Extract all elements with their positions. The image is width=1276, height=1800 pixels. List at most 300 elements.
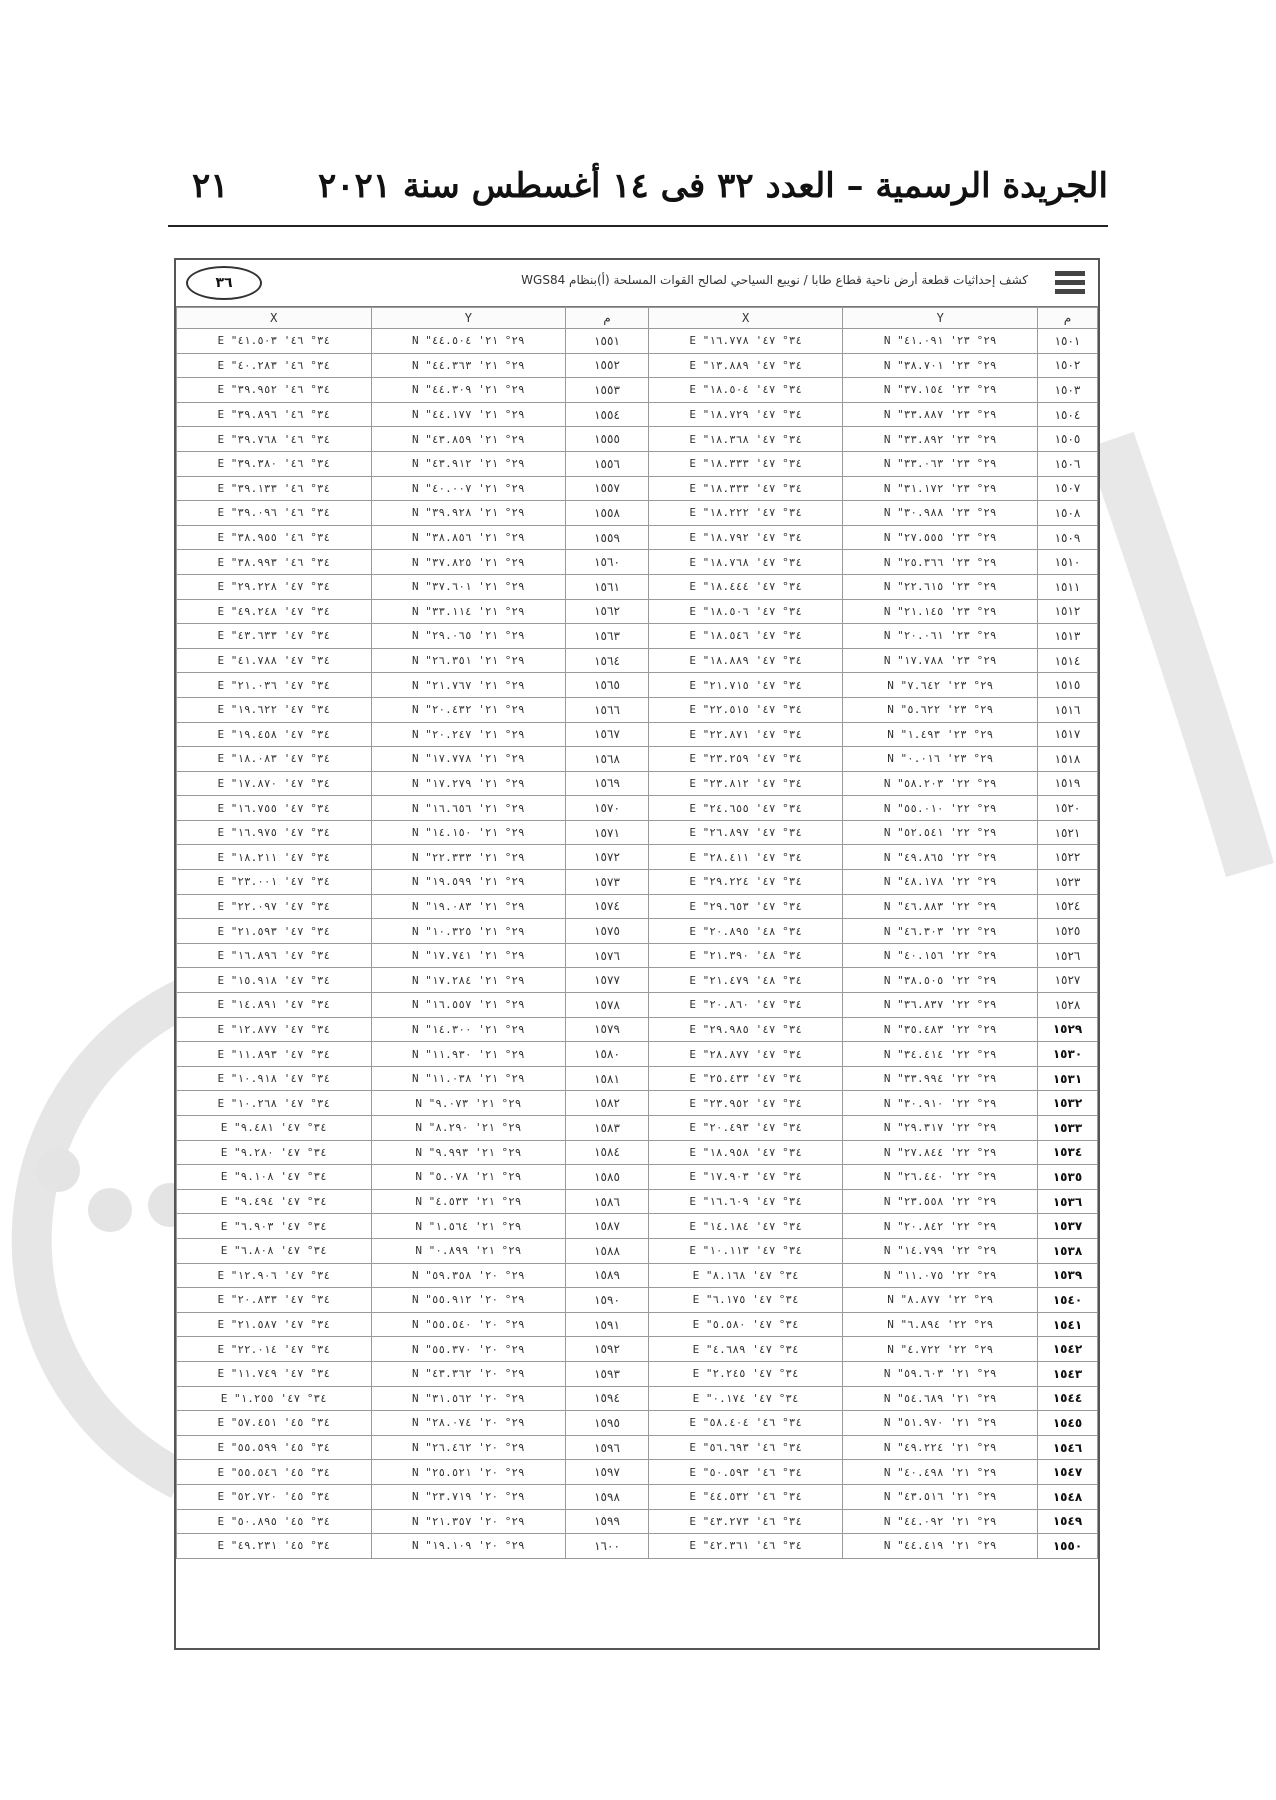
longitude-cell: ٣٤° ٤٦' ٤١.٥٠٣" E	[177, 329, 372, 354]
latitude-cell: ٢٩° ٢١' ٤٤.٤١٩" N	[843, 1534, 1038, 1559]
table-row	[177, 993, 1098, 1018]
table-row	[177, 501, 1098, 526]
point-number: ١٥٨٦	[566, 1189, 649, 1214]
point-number: ١٥٩٨	[566, 1484, 649, 1509]
point-number: ١٥٣٢	[1037, 1091, 1097, 1116]
table-row	[177, 1484, 1098, 1509]
longitude-cell: ٣٤° ٤٧' ١١.٨٩٣" E	[177, 1042, 372, 1067]
latitude-cell: ٢٩° ٢١' ٤.٥٣٣" N	[371, 1189, 566, 1214]
longitude-cell: ٣٤° ٤٧' ١٥.٩١٨" E	[177, 968, 372, 993]
point-number: ١٥٨٨	[566, 1238, 649, 1263]
latitude-cell: ٢٩° ٢٣' ٧.٦٤٢" N	[843, 673, 1038, 698]
longitude-cell: ٣٤° ٤٦' ٣٩.١٣٣" E	[177, 476, 372, 501]
longitude-cell: ٣٤° ٤٧' ١٨.٢٢٢" E	[648, 501, 843, 526]
point-number: ١٥٠٧	[1037, 476, 1097, 501]
point-number: ١٥٣٥	[1037, 1165, 1097, 1190]
point-number: ١٥١٨	[1037, 747, 1097, 772]
point-number: ١٥٣٣	[1037, 1116, 1097, 1141]
latitude-cell: ٢٩° ٢١' ١٩.٠٨٣" N	[371, 894, 566, 919]
longitude-cell: ٣٤° ٤٧' ١٨.٧٢٩" E	[648, 402, 843, 427]
point-number: ١٥٤٢	[1037, 1337, 1097, 1362]
latitude-cell: ٢٩° ٢١' ٤٩.٢٢٤" N	[843, 1435, 1038, 1460]
longitude-cell: ٣٤° ٤٦' ٣٨.٩٩٣" E	[177, 550, 372, 575]
point-number: ١٥٩٧	[566, 1460, 649, 1485]
longitude-cell: ٣٤° ٤٧' ٢٣.٩٥٢" E	[648, 1091, 843, 1116]
longitude-cell: ٣٤° ٤٧' ٢٢.٥١٥" E	[648, 697, 843, 722]
point-number: ١٥٠٤	[1037, 402, 1097, 427]
latitude-cell: ٢٩° ٢١' ٣٣.١١٤" N	[371, 599, 566, 624]
table-row	[177, 845, 1098, 870]
latitude-cell: ٢٩° ٢٠' ٢١.٣٥٧" N	[371, 1509, 566, 1534]
point-number: ١٥٧٦	[566, 943, 649, 968]
point-number: ١٥٦٢	[566, 599, 649, 624]
table-row	[177, 1411, 1098, 1436]
table-row	[177, 796, 1098, 821]
latitude-cell: ٢٩° ٢٢' ٣٥.٤٨٣" N	[843, 1017, 1038, 1042]
longitude-cell: ٣٤° ٤٧' ١٦.٦٠٩" E	[648, 1189, 843, 1214]
point-number: ١٥٣٤	[1037, 1140, 1097, 1165]
point-number: ١٥٢٦	[1037, 943, 1097, 968]
longitude-cell: ٣٤° ٤٧' ١٦.٧٥٥" E	[177, 796, 372, 821]
latitude-cell: ٢٩° ٢٠' ٤٣.٣٦٢" N	[371, 1361, 566, 1386]
latitude-cell: ٢٩° ٢٠' ٢٥.٥٢١" N	[371, 1460, 566, 1485]
point-number: ١٥٦١	[566, 574, 649, 599]
point-number: ١٦٠٠	[566, 1534, 649, 1559]
latitude-cell: ٢٩° ٢١' ٥٩.٦٠٣" N	[843, 1361, 1038, 1386]
table-row	[177, 1238, 1098, 1263]
point-number: ١٥٨٣	[566, 1116, 649, 1141]
sheet-caption: كشف إحداثيات قطعة أرض ناحية قطاع طابا / نويبع السياحي لصالح القوات المسلحة (أ)بنظام WGS84	[521, 273, 1028, 287]
longitude-cell: ٣٤° ٤٧' ٢٢.٠١٤" E	[177, 1337, 372, 1362]
latitude-cell: ٢٩° ٢٣' ٤١.٠٩١" N	[843, 329, 1038, 354]
table-row	[177, 697, 1098, 722]
longitude-cell: ٣٤° ٤٧' ٢١.٥٩٣" E	[177, 919, 372, 944]
point-number: ١٥٦٨	[566, 747, 649, 772]
point-number: ١٥٥٢	[566, 353, 649, 378]
point-number: ١٥٩٩	[566, 1509, 649, 1534]
longitude-cell: ٣٤° ٤٧' ٩.٤٨١" E	[177, 1116, 372, 1141]
col-header-x: X	[648, 308, 843, 329]
latitude-cell: ٢٩° ٢١' ١٤.١٥٠" N	[371, 820, 566, 845]
point-number: ١٥٥٣	[566, 378, 649, 403]
longitude-cell: ٣٤° ٤٧' ١٨.٤٤٤" E	[648, 574, 843, 599]
latitude-cell: ٢٩° ٢٣' ٢٢.٦١٥" N	[843, 574, 1038, 599]
longitude-cell: ٣٤° ٤٧' ٢١.٠٣٦" E	[177, 673, 372, 698]
table-row	[177, 599, 1098, 624]
page-header	[168, 158, 1108, 228]
table-row	[177, 820, 1098, 845]
table-row	[177, 1017, 1098, 1042]
point-number: ١٥٧٥	[566, 919, 649, 944]
point-number: ١٥٩٥	[566, 1411, 649, 1436]
table-row	[177, 378, 1098, 403]
point-number: ١٥٤٦	[1037, 1435, 1097, 1460]
longitude-cell: ٣٤° ٤٧' ١٣.٨٨٩" E	[648, 353, 843, 378]
latitude-cell: ٢٩° ٢١' ٢٩.٠٦٥" N	[371, 624, 566, 649]
point-number: ١٥٨٠	[566, 1042, 649, 1067]
longitude-cell: ٣٤° ٤٧' ٩.١٠٨" E	[177, 1165, 372, 1190]
table-row	[177, 476, 1098, 501]
latitude-cell: ٢٩° ٢٠' ٢٦.٤٦٢" N	[371, 1435, 566, 1460]
latitude-cell: ٢٩° ٢١' ١٧.٢٧٩" N	[371, 771, 566, 796]
table-row	[177, 402, 1098, 427]
table-row	[177, 1066, 1098, 1091]
point-number: ١٥٠٢	[1037, 353, 1097, 378]
point-number: ١٥٩٠	[566, 1288, 649, 1313]
point-number: ١٥٧١	[566, 820, 649, 845]
latitude-cell: ٢٩° ٢٣' ٠.٠١٦" N	[843, 747, 1038, 772]
latitude-cell: ٢٩° ٢١' ٥.٠٧٨" N	[371, 1165, 566, 1190]
table-row	[177, 574, 1098, 599]
latitude-cell: ٢٩° ٢١' ١٤.٣٠٠" N	[371, 1017, 566, 1042]
longitude-cell: ٣٤° ٤٧' ١٦.٩٧٥" E	[177, 820, 372, 845]
table-row	[177, 1534, 1098, 1559]
latitude-cell: ٢٩° ٢٣' ٣٧.١٥٤" N	[843, 378, 1038, 403]
point-number: ١٥٠٩	[1037, 525, 1097, 550]
latitude-cell: ٢٩° ٢١' ٣٧.٨٢٥" N	[371, 550, 566, 575]
longitude-cell: ٣٤° ٤٥' ٥٠.٨٩٥" E	[177, 1509, 372, 1534]
latitude-cell: ٢٩° ٢١' ٢١.٧٦٧" N	[371, 673, 566, 698]
longitude-cell: ٣٤° ٤٧' ١٨.٩٥٨" E	[648, 1140, 843, 1165]
table-row	[177, 1042, 1098, 1067]
latitude-cell: ٢٩° ٢١' ٥١.٩٧٠" N	[843, 1411, 1038, 1436]
table-row	[177, 1214, 1098, 1239]
latitude-cell: ٢٩° ٢١' ٤٤.١٧٧" N	[371, 402, 566, 427]
table-row	[177, 451, 1098, 476]
point-number: ١٥٥١	[566, 329, 649, 354]
longitude-cell: ٣٤° ٤٧' ١٨.٣٦٨" E	[648, 427, 843, 452]
longitude-cell: ٣٤° ٤٧' ٢٩.٢٢٨" E	[177, 574, 372, 599]
latitude-cell: ٢٩° ٢٣' ٣٨.٧٠١" N	[843, 353, 1038, 378]
col-header-n: م	[1037, 308, 1097, 329]
point-number: ١٥٠١	[1037, 329, 1097, 354]
table-row	[177, 1116, 1098, 1141]
latitude-cell: ٢٩° ٢٠' ٥٥.٥٤٠" N	[371, 1312, 566, 1337]
longitude-cell: ٣٤° ٤٦' ٤٣.٢٧٣" E	[648, 1509, 843, 1534]
longitude-cell: ٣٤° ٤٧' ٠.١٧٤" E	[648, 1386, 843, 1411]
point-number: ١٥٦٠	[566, 550, 649, 575]
latitude-cell: ٢٩° ٢٢' ٤٦.٨٨٣" N	[843, 894, 1038, 919]
table-row	[177, 943, 1098, 968]
point-number: ١٥١٢	[1037, 599, 1097, 624]
latitude-cell: ٢٩° ٢٢' ٤٠.١٥٦" N	[843, 943, 1038, 968]
latitude-cell: ٢٩° ٢٣' ٣٣.٨٩٢" N	[843, 427, 1038, 452]
point-number: ١٥٧٢	[566, 845, 649, 870]
latitude-cell: ٢٩° ٢١' ١.٥٦٤" N	[371, 1214, 566, 1239]
point-number: ١٥٧٧	[566, 968, 649, 993]
point-number: ١٥١٦	[1037, 697, 1097, 722]
point-number: ١٥٢٠	[1037, 796, 1097, 821]
latitude-cell: ٢٩° ٢١' ١٧.٧٧٨" N	[371, 747, 566, 772]
longitude-cell: ٣٤° ٤٧' ١٨.٢١١" E	[177, 845, 372, 870]
sheet-stamp: ٣٦	[186, 266, 262, 300]
latitude-cell: ٢٩° ٢١' ٤٣.٨٥٩" N	[371, 427, 566, 452]
latitude-cell: ٢٩° ٢٠' ٥٥.٣٧٠" N	[371, 1337, 566, 1362]
latitude-cell: ٢٩° ٢٢' ٥٨.٢٠٣" N	[843, 771, 1038, 796]
longitude-cell: ٣٤° ٤٧' ٢٦.٨٩٧" E	[648, 820, 843, 845]
longitude-cell: ٣٤° ٤٧' ٢٣.٨١٢" E	[648, 771, 843, 796]
point-number: ١٥٨٥	[566, 1165, 649, 1190]
col-header-x: X	[177, 308, 372, 329]
longitude-cell: ٣٤° ٤٦' ٣٩.٣٨٠" E	[177, 451, 372, 476]
longitude-cell: ٣٤° ٤٥' ٤٩.٢٣١" E	[177, 1534, 372, 1559]
point-number: ١٥١٣	[1037, 624, 1097, 649]
point-number: ١٥٧٠	[566, 796, 649, 821]
latitude-cell: ٢٩° ٢٢' ٥٥.٠١٠" N	[843, 796, 1038, 821]
latitude-cell: ٢٩° ٢١' ٤٤.٣٦٣" N	[371, 353, 566, 378]
point-number: ١٥٩٣	[566, 1361, 649, 1386]
point-number: ١٥٦٥	[566, 673, 649, 698]
latitude-cell: ٢٩° ٢٣' ٢٧.٥٥٥" N	[843, 525, 1038, 550]
table-row	[177, 1263, 1098, 1288]
longitude-cell: ٣٤° ٤٦' ٣٩.٧٦٨" E	[177, 427, 372, 452]
table-row	[177, 1337, 1098, 1362]
longitude-cell: ٣٤° ٤٧' ١.٢٥٥" E	[177, 1386, 372, 1411]
longitude-cell: ٣٤° ٤٧' ١٩.٤٥٨" E	[177, 722, 372, 747]
latitude-cell: ٢٩° ٢١' ١٦.٥٥٧" N	[371, 993, 566, 1018]
latitude-cell: ٢٩° ٢٠' ٥٩.٣٥٨" N	[371, 1263, 566, 1288]
point-number: ١٥٤٨	[1037, 1484, 1097, 1509]
longitude-cell: ٣٤° ٤٧' ١٢.٨٧٧" E	[177, 1017, 372, 1042]
latitude-cell: ٢٩° ٢١' ٤٤.٠٩٢" N	[843, 1509, 1038, 1534]
point-number: ١٥٦٤	[566, 648, 649, 673]
longitude-cell: ٣٤° ٤٧' ١٤.٨٩١" E	[177, 993, 372, 1018]
point-number: ١٥٨١	[566, 1066, 649, 1091]
latitude-cell: ٢٩° ٢٣' ٥.٦٢٢" N	[843, 697, 1038, 722]
point-number: ١٥٩٤	[566, 1386, 649, 1411]
longitude-cell: ٣٤° ٤٧' ٢١.٥٨٧" E	[177, 1312, 372, 1337]
latitude-cell: ٢٩° ٢٢' ٤٨.١٧٨" N	[843, 870, 1038, 895]
point-number: ١٥٧٩	[566, 1017, 649, 1042]
latitude-cell: ٢٩° ٢١' ١٧.٧٤١" N	[371, 943, 566, 968]
longitude-cell: ٣٤° ٤٧' ٢٠.٨٦٠" E	[648, 993, 843, 1018]
header-rule	[168, 225, 1108, 227]
longitude-cell: ٣٤° ٤٨' ٢١.٤٧٩" E	[648, 968, 843, 993]
point-number: ١٥٦٣	[566, 624, 649, 649]
longitude-cell: ٣٤° ٤٧' ٢١.٧١٥" E	[648, 673, 843, 698]
point-number: ١٥٤١	[1037, 1312, 1097, 1337]
point-number: ١٥٥٩	[566, 525, 649, 550]
point-number: ١٥١٥	[1037, 673, 1097, 698]
point-number: ١٥٨٧	[566, 1214, 649, 1239]
longitude-cell: ٣٤° ٤٧' ٩.٢٨٠" E	[177, 1140, 372, 1165]
point-number: ١٥٤٩	[1037, 1509, 1097, 1534]
col-header-y: Y	[843, 308, 1038, 329]
latitude-cell: ٢٩° ٢١' ٢٠.٢٤٧" N	[371, 722, 566, 747]
table-row	[177, 747, 1098, 772]
longitude-cell: ٣٤° ٤٧' ٦.٨٠٨" E	[177, 1238, 372, 1263]
point-number: ١٥٩٦	[566, 1435, 649, 1460]
table-row	[177, 870, 1098, 895]
gazette-title: الجريدة الرسمية – العدد ٣٢ فى ١٤ أغسطس سنة ٢٠٢١	[317, 166, 1108, 206]
point-number: ١٥٢٨	[1037, 993, 1097, 1018]
longitude-cell: ٣٤° ٤٧' ١٨.٠٨٣" E	[177, 747, 372, 772]
longitude-cell: ٣٤° ٤٧' ١٧.٨٧٠" E	[177, 771, 372, 796]
latitude-cell: ٢٩° ٢١' ٩.٩٩٣" N	[371, 1140, 566, 1165]
table-row	[177, 894, 1098, 919]
sheet-header	[176, 260, 1098, 307]
point-number: ١٥٥٨	[566, 501, 649, 526]
latitude-cell: ٢٩° ٢٠' ٥٥.٩١٢" N	[371, 1288, 566, 1313]
longitude-cell: ٣٤° ٤٧' ١٢.٩٠٦" E	[177, 1263, 372, 1288]
col-header-y: Y	[371, 308, 566, 329]
latitude-cell: ٢٩° ٢٢' ٢٧.٨٤٤" N	[843, 1140, 1038, 1165]
coordinates-table	[176, 307, 1098, 1559]
table-row	[177, 1288, 1098, 1313]
longitude-cell: ٣٤° ٤٧' ١٨.٧٩٢" E	[648, 525, 843, 550]
longitude-cell: ٣٤° ٤٧' ٢٤.٦٥٥" E	[648, 796, 843, 821]
longitude-cell: ٣٤° ٤٧' ٩.٤٩٤" E	[177, 1189, 372, 1214]
point-number: ١٥٧٤	[566, 894, 649, 919]
point-number: ١٥٨٢	[566, 1091, 649, 1116]
longitude-cell: ٣٤° ٤٦' ٣٩.٠٩٦" E	[177, 501, 372, 526]
longitude-cell: ٣٤° ٤٥' ٥٧.٤٥١" E	[177, 1411, 372, 1436]
longitude-cell: ٣٤° ٤٧' ١٨.٨٨٩" E	[648, 648, 843, 673]
longitude-cell: ٣٤° ٤٦' ٣٨.٩٥٥" E	[177, 525, 372, 550]
table-row	[177, 722, 1098, 747]
longitude-cell: ٣٤° ٤٧' ٢٩.٢٢٤" E	[648, 870, 843, 895]
point-number: ١٥٣٧	[1037, 1214, 1097, 1239]
point-number: ١٥٩٢	[566, 1337, 649, 1362]
longitude-cell: ٣٤° ٤٧' ١١.٧٤٩" E	[177, 1361, 372, 1386]
table-row	[177, 1361, 1098, 1386]
latitude-cell: ٢٩° ٢٠' ٢٨.٠٧٤" N	[371, 1411, 566, 1436]
point-number: ١٥٨٤	[566, 1140, 649, 1165]
latitude-cell: ٢٩° ٢٣' ٢١.١٤٥" N	[843, 599, 1038, 624]
latitude-cell: ٢٩° ٢٢' ٦.٨٩٤" N	[843, 1312, 1038, 1337]
latitude-cell: ٢٩° ٢١' ١٦.٦٥٦" N	[371, 796, 566, 821]
longitude-cell: ٣٤° ٤٥' ٥٥.٥٩٩" E	[177, 1435, 372, 1460]
point-number: ١٥١٠	[1037, 550, 1097, 575]
latitude-cell: ٢٩° ٢٣' ١٧.٧٨٨" N	[843, 648, 1038, 673]
point-number: ١٥٢١	[1037, 820, 1097, 845]
point-number: ١٥١١	[1037, 574, 1097, 599]
longitude-cell: ٣٤° ٤٦' ٥٠.٥٩٣" E	[648, 1460, 843, 1485]
longitude-cell: ٣٤° ٤٦' ٥٦.٦٩٣" E	[648, 1435, 843, 1460]
longitude-cell: ٣٤° ٤٧' ١٩.٦٢٢" E	[177, 697, 372, 722]
table-row	[177, 1189, 1098, 1214]
longitude-cell: ٣٤° ٤٧' ٤.٦٨٩" E	[648, 1337, 843, 1362]
latitude-cell: ٢٩° ٢٢' ٢٦.٤٤٠" N	[843, 1165, 1038, 1190]
latitude-cell: ٢٩° ٢٠' ١٩.١٠٩" N	[371, 1534, 566, 1559]
latitude-cell: ٢٩° ٢١' ٥٤.٦٨٩" N	[843, 1386, 1038, 1411]
longitude-cell: ٣٤° ٤٧' ٤٩.٢٤٨" E	[177, 599, 372, 624]
longitude-cell: ٣٤° ٤٧' ٨.١٦٨" E	[648, 1263, 843, 1288]
longitude-cell: ٣٤° ٤٧' ٢٣.٢٥٩" E	[648, 747, 843, 772]
latitude-cell: ٢٩° ٢١' ٣٩.٩٢٨" N	[371, 501, 566, 526]
latitude-cell: ٢٩° ٢٢' ٣٠.٩١٠" N	[843, 1091, 1038, 1116]
table-row	[177, 1140, 1098, 1165]
point-number: ١٥٠٣	[1037, 378, 1097, 403]
longitude-cell: ٣٤° ٤٦' ٣٩.٨٩٦" E	[177, 402, 372, 427]
table-row	[177, 1165, 1098, 1190]
longitude-cell: ٣٤° ٤٥' ٥٢.٧٢٠" E	[177, 1484, 372, 1509]
point-number: ١٥١٧	[1037, 722, 1097, 747]
longitude-cell: ٣٤° ٤٧' ١٠.١١٣" E	[648, 1238, 843, 1263]
point-number: ١٥١٩	[1037, 771, 1097, 796]
latitude-cell: ٢٩° ٢١' ١١.٩٣٠" N	[371, 1042, 566, 1067]
latitude-cell: ٢٩° ٢١' ١١.٠٣٨" N	[371, 1066, 566, 1091]
point-number: ١٥٤٧	[1037, 1460, 1097, 1485]
point-number: ١٥٧٣	[566, 870, 649, 895]
longitude-cell: ٣٤° ٤٧' ٢٨.٨٧٧" E	[648, 1042, 843, 1067]
page-number: ٢١	[192, 166, 229, 206]
coordinates-sheet	[174, 258, 1100, 1650]
longitude-cell: ٣٤° ٤٨' ٢١.٣٩٠" E	[648, 943, 843, 968]
latitude-cell: ٢٩° ٢٣' ٢٠.٠٦١" N	[843, 624, 1038, 649]
latitude-cell: ٢٩° ٢٣' ٣٣.٨٨٧" N	[843, 402, 1038, 427]
latitude-cell: ٢٩° ٢٢' ٤٦.٣٠٣" N	[843, 919, 1038, 944]
longitude-cell: ٣٤° ٤٧' ١٤.١٨٤" E	[648, 1214, 843, 1239]
latitude-cell: ٢٩° ٢١' ٤٠.٠٠٧" N	[371, 476, 566, 501]
latitude-cell: ٢٩° ٢١' ٤٤.٣٠٩" N	[371, 378, 566, 403]
longitude-cell: ٣٤° ٤٧' ١٦.٨٩٦" E	[177, 943, 372, 968]
point-number: ١٥٩١	[566, 1312, 649, 1337]
latitude-cell: ٢٩° ٢٢' ٥٢.٥٤١" N	[843, 820, 1038, 845]
table-row	[177, 1312, 1098, 1337]
point-number: ١٥٢٢	[1037, 845, 1097, 870]
latitude-cell: ٢٩° ٢٢' ٢٣.٥٥٨" N	[843, 1189, 1038, 1214]
longitude-cell: ٣٤° ٤٧' ٢٢.٨٧١" E	[648, 722, 843, 747]
latitude-cell: ٢٩° ٢٢' ٣٨.٥٠٥" N	[843, 968, 1038, 993]
latitude-cell: ٢٩° ٢٢' ٣٤.٤١٤" N	[843, 1042, 1038, 1067]
latitude-cell: ٢٩° ٢٢' ٢٩.٣١٧" N	[843, 1116, 1038, 1141]
longitude-cell: ٣٤° ٤٧' ٢٥.٤٣٣" E	[648, 1066, 843, 1091]
longitude-cell: ٣٤° ٤٧' ١٠.٩١٨" E	[177, 1066, 372, 1091]
point-number: ١٥٥٠	[1037, 1534, 1097, 1559]
point-number: ١٥٥٥	[566, 427, 649, 452]
point-number: ١٥٢٤	[1037, 894, 1097, 919]
table-row	[177, 1509, 1098, 1534]
point-number: ١٥٥٤	[566, 402, 649, 427]
table-row	[177, 968, 1098, 993]
longitude-cell: ٣٤° ٤٥' ٥٥.٥٤٦" E	[177, 1460, 372, 1485]
longitude-cell: ٣٤° ٤٦' ٤٤.٥٣٢" E	[648, 1484, 843, 1509]
longitude-cell: ٣٤° ٤٧' ١٧.٩٠٣" E	[648, 1165, 843, 1190]
point-number: ١٥٤٣	[1037, 1361, 1097, 1386]
latitude-cell: ٢٩° ٢٢' ٣٦.٨٣٧" N	[843, 993, 1038, 1018]
latitude-cell: ٢٩° ٢٠' ٣١.٥٦٢" N	[371, 1386, 566, 1411]
latitude-cell: ٢٩° ٢١' ٢٠.٤٣٢" N	[371, 697, 566, 722]
point-number: ١٥٦٩	[566, 771, 649, 796]
agency-logo-icon	[1050, 264, 1090, 300]
longitude-cell: ٣٤° ٤٧' ١٨.٣٣٣" E	[648, 476, 843, 501]
point-number: ١٥٥٦	[566, 451, 649, 476]
latitude-cell: ٢٩° ٢٢' ٤٩.٨٦٥" N	[843, 845, 1038, 870]
longitude-cell: ٣٤° ٤٧' ٦.١٧٥" E	[648, 1288, 843, 1313]
table-row	[177, 427, 1098, 452]
latitude-cell: ٢٩° ٢٢' ٢٠.٨٤٢" N	[843, 1214, 1038, 1239]
point-number: ١٥٤٤	[1037, 1386, 1097, 1411]
longitude-cell: ٣٤° ٤٧' ٥.٥٨٠" E	[648, 1312, 843, 1337]
table-row	[177, 1091, 1098, 1116]
latitude-cell: ٢٩° ٢٢' ١١.٠٧٥" N	[843, 1263, 1038, 1288]
longitude-cell: ٣٤° ٤٧' ١٨.٥٤٦" E	[648, 624, 843, 649]
longitude-cell: ٣٤° ٤٧' ١٨.٥٠٤" E	[648, 378, 843, 403]
point-number: ١٥٥٧	[566, 476, 649, 501]
longitude-cell: ٣٤° ٤٧' ٢٩.٩٨٥" E	[648, 1017, 843, 1042]
table-row	[177, 624, 1098, 649]
latitude-cell: ٢٩° ٢٣' ٣١.١٧٢" N	[843, 476, 1038, 501]
table-row	[177, 771, 1098, 796]
table-row	[177, 919, 1098, 944]
longitude-cell: ٣٤° ٤٧' ١٨.٥٠٦" E	[648, 599, 843, 624]
table-row	[177, 1460, 1098, 1485]
latitude-cell: ٢٩° ٢٣' ١.٤٩٣" N	[843, 722, 1038, 747]
longitude-cell: ٣٤° ٤٧' ٢٢.٠٩٧" E	[177, 894, 372, 919]
point-number: ١٥٤٠	[1037, 1288, 1097, 1313]
point-number: ١٥٢٣	[1037, 870, 1097, 895]
